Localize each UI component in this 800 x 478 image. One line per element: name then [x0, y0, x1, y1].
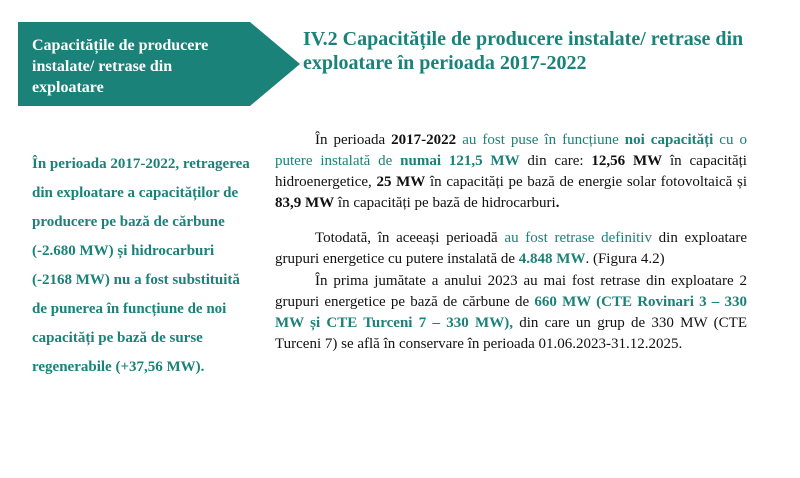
- p1-text-4: în capacități pe bază de energie solar fotovoltaică și: [425, 174, 747, 190]
- p1-total-mw: numai 121,5 MW: [400, 153, 520, 169]
- p2-highlight: au fost retrase definitiv: [504, 230, 652, 246]
- p1-text-3: în capacități hidroenergetice,: [275, 153, 747, 190]
- main-content: [275, 130, 747, 355]
- p1-text: În perioada: [315, 132, 392, 148]
- p3-text: În prima jumătate a anului 2023 au mai fost retrase din exploatare 2 grupuri energetice pe bază de cărbune de: [275, 273, 747, 310]
- p2-figure-ref: . (Figura 4.2): [585, 251, 665, 267]
- sidebar-summary: În perioada 2017-2022, retragerea din exploatare a capacităților de producere pe bază de cărbune (-2.680 MW) și hidrocarburi (-2168 MW) nu a fost substituită de punerea în funcțiune de noi capacități pe bază de surse regenerabile (+37,56 MW).: [32, 156, 250, 375]
- p3-retired-2023: 660 MW (CTE Rovinari 3 – 330 MW și CTE Turceni 7 – 330 MW),: [275, 294, 747, 331]
- p3-text-2: din care un grup de 330 MW (CTE Turceni 7) se află în conservare în perioada 01.06.2023-31.12.2025.: [275, 315, 747, 352]
- p1-solar-mw: 25 MW: [376, 174, 426, 190]
- paragraph-installed-capacities: [275, 130, 747, 214]
- p1-hydro-mw: 12,56 MW: [591, 153, 663, 169]
- p1-hydrocarbon-mw: 83,9 MW: [275, 195, 335, 211]
- paragraph-2023-retirements: [275, 271, 747, 355]
- p1-new-capacities: noi capacități: [624, 132, 714, 148]
- p2-retired-mw: 4.848 MW: [518, 251, 586, 267]
- p1-end: .: [555, 195, 560, 211]
- p2-text: Totodată, în aceeași perioadă: [315, 230, 505, 246]
- section-banner-text: Capacitățile de producere instalate/ retrase din exploatare: [32, 37, 209, 96]
- p2-text-2: din exploatare grupuri energetice cu putere instalată de: [275, 230, 747, 267]
- p1-text-2: din care:: [519, 153, 592, 169]
- p1-highlight: au fost puse în funcțiune: [456, 132, 625, 148]
- p1-highlight-2: cu o putere instalată de: [275, 132, 747, 169]
- p1-text-5: în capacități pe bază de hidrocarburi: [334, 195, 556, 211]
- paragraph-retired-capacities: [275, 228, 747, 270]
- section-title: IV.2 Capacitățile de producere instalate/ retrase din exploatare în perioada 2017-2022: [303, 28, 744, 74]
- p1-period: 2017-2022: [391, 132, 457, 148]
